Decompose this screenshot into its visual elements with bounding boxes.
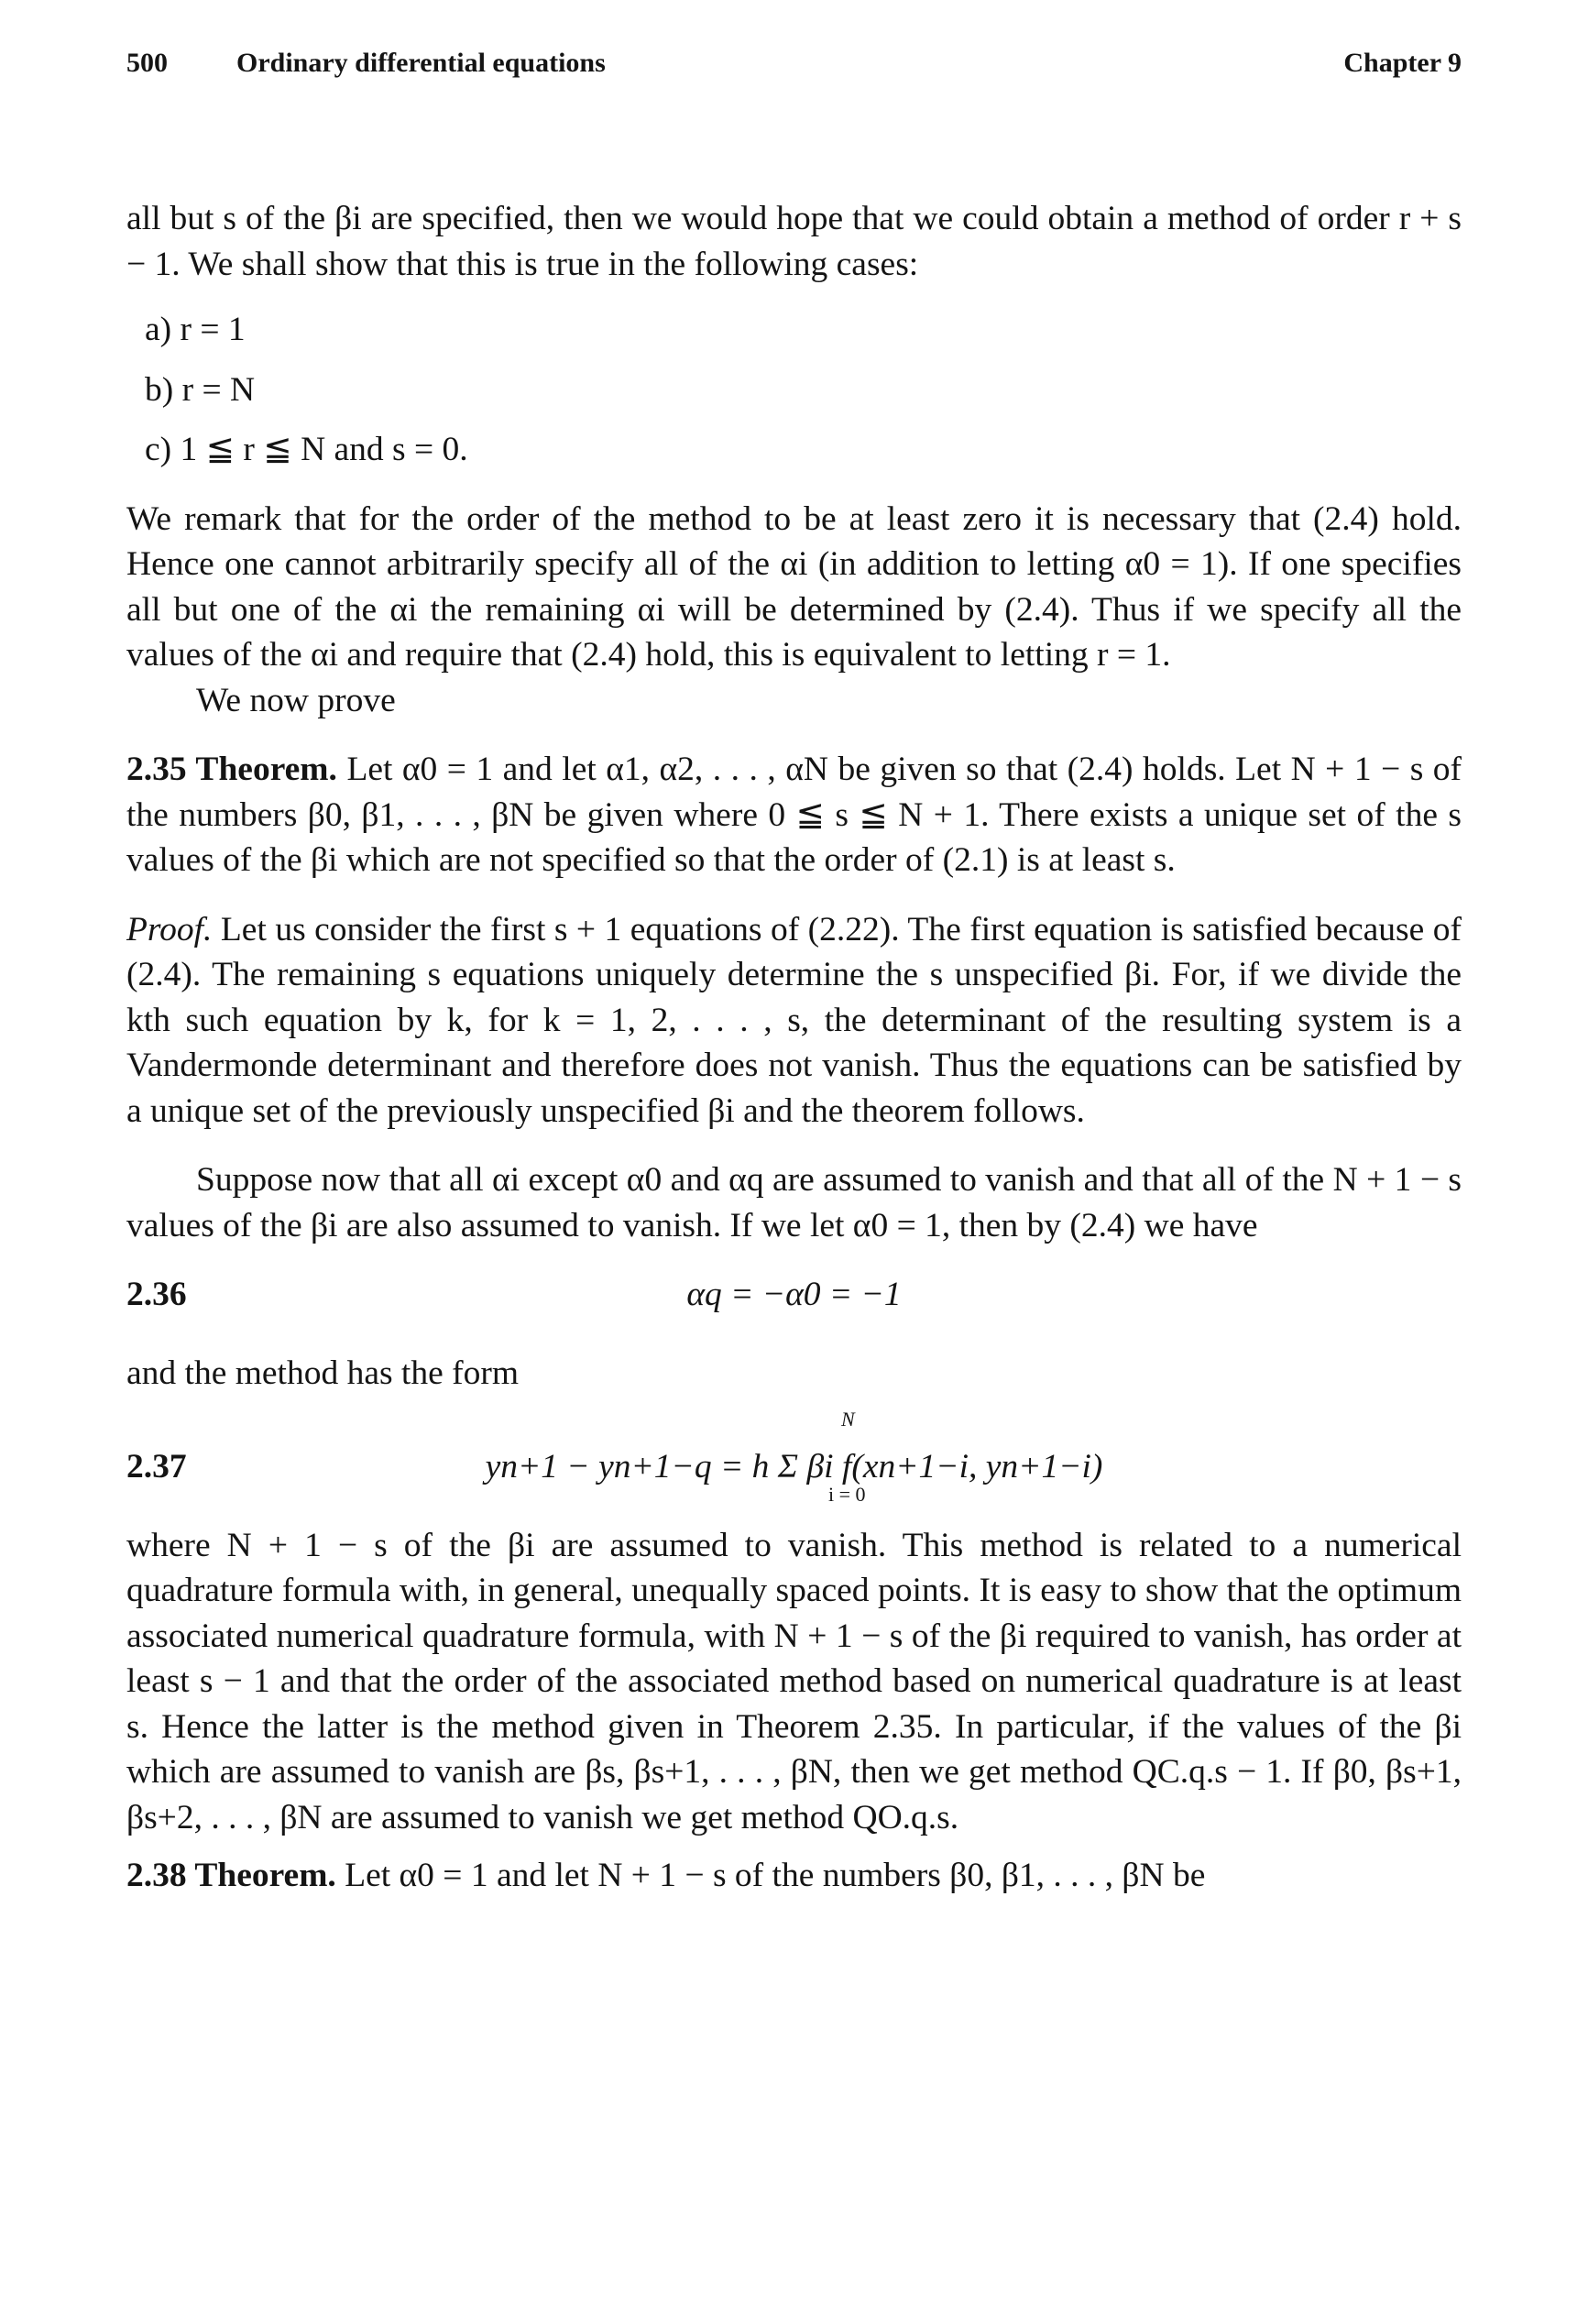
paragraph-suppose: Suppose now that all αi except α0 and αq are assumed to vanish and that all of the N + 1 − s values of the βi are also assumed to vanish. If we let α0 = 1, then by (2.4) we have: [126, 1161, 1462, 1244]
equation-number: 2.36: [126, 1276, 187, 1313]
paragraph-now-prove: We now prove: [196, 681, 396, 719]
theorem-2-38: [126, 1853, 1462, 1899]
theorem-label: 2.35 Theorem.: [126, 751, 337, 788]
page-number: 500: [126, 48, 168, 78]
theorem-text: Let α0 = 1 and let N + 1 − s of the numbers β0, β1, . . . , βN be: [345, 1857, 1206, 1894]
proof-label: Proof.: [126, 910, 213, 948]
theorem-2-35: [126, 747, 1462, 883]
sum-lower-limit: i = 0: [828, 1482, 866, 1506]
case-item: a) r = 1: [145, 311, 246, 348]
theorem-label: 2.38 Theorem.: [126, 1857, 336, 1894]
chapter-label: Chapter 9: [1343, 48, 1462, 78]
page-body: [126, 196, 1462, 1899]
equation-expression: αq = −α0 = −1: [686, 1276, 902, 1313]
equation-2-37: [126, 1444, 1462, 1499]
proof-text: Let us consider the first s + 1 equations of (2.22). The first equation is satisfied because of (2.4). The remaining s equations uniquely determine the s unspecified βi. For, if we divide the kth such equation by k, for k = 1, 2, . . . , s, the determinant of the resulting system is a Vandermonde determinant and therefore does not vanish. Thus the equations can be satisfied by a unique set of the previously unspecified βi and the theorem follows.: [126, 910, 1462, 1130]
theorem-text: Let α0 = 1 and let α1, α2, . . . , αN be given so that (2.4) holds. Let N + 1 − s of the numbers β0, β1, . . . , βN be given where 0 ≦ s ≦ N + 1. There exists a unique set of the s values of the βi which are not specified so that the order of (2.1) is at least s.: [126, 751, 1462, 879]
equation-expression: yn+1 − yn+1−q = h Σ βi f(xn+1−i, yn+1−i): [485, 1447, 1103, 1485]
sum-upper-limit: N: [841, 1407, 855, 1431]
case-item: b) r = N: [145, 370, 256, 409]
case-list: [126, 307, 1462, 473]
paragraph-where: where N + 1 − s of the βi are assumed to vanish. This method is related to a numerical quadrature formula with, in general, unequally spaced points. It is easy to show that the optimum associated numerical quadrature formula, with N + 1 − s of the βi required to vanish, has order at least s − 1 and that the order of the associated method based on numerical quadrature is at least s. Hence the latter is the method given in Theorem 2.35. In particular, if the values of the βi which are assumed to vanish are βs, βs+1, . . . , βN, then we get method QC.q.s − 1. If β0, βs+1, βs+2, . . . , βN are assumed to vanish we get method QO.q.s.: [126, 1526, 1462, 1836]
running-title: Ordinary differential equations: [236, 48, 606, 78]
equation-number: 2.37: [126, 1447, 187, 1485]
paragraph-continuation: all but s of the βi are specified, then we would hope that we could obtain a method of order r + s − 1. We shall show that this is true in the following cases:: [126, 200, 1462, 283]
running-header: [126, 48, 1462, 90]
paragraph-method-form: and the method has the form: [126, 1354, 520, 1392]
equation-2-36: [126, 1272, 1462, 1327]
paragraph-remark: We remark that for the order of the method to be at least zero it is necessary that (2.4) hold. Hence one cannot arbitrarily specify all of the αi (in addition to letting α0 = 1). If one specifies all but one of the αi the remaining αi will be determined by (2.4). Thus if we specify all the values of the αi and require that (2.4) hold, this is equivalent to letting r = 1.: [126, 499, 1462, 674]
case-item: c) 1 ≦ r ≦ N and s = 0.: [145, 431, 468, 468]
proof-block: [126, 907, 1462, 1135]
